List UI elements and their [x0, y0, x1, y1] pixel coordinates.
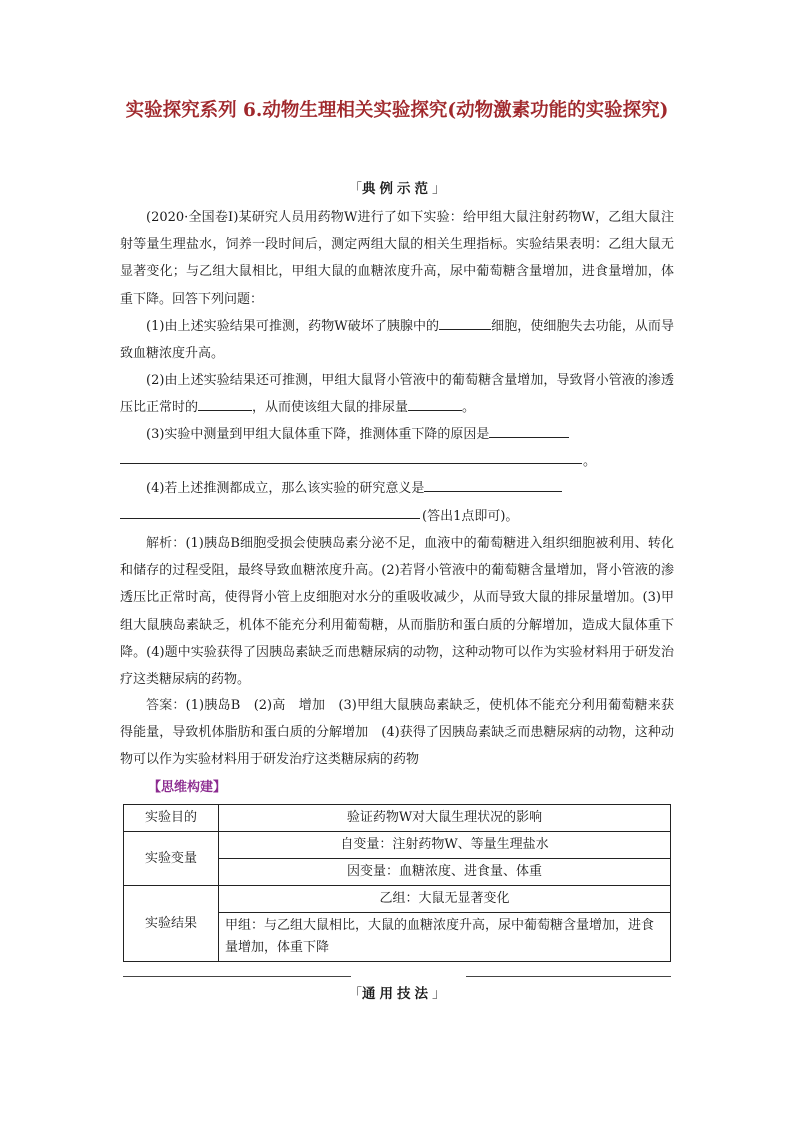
table-row [124, 832, 671, 859]
table-cell-label: 实验结果 [124, 886, 219, 962]
q1-text-b: 细胞，使细胞失去功能，从而导致血糖浓度升高。 [120, 319, 674, 362]
question-2 [120, 367, 674, 421]
section-divider-right [466, 976, 671, 977]
q1-text-a: (1)由上述实验结果可推测，药物W破坏了胰腺中的 [146, 319, 440, 334]
answer-line-q4[interactable] [120, 518, 420, 519]
analysis-paragraph [120, 530, 674, 693]
table-cell-value: 自变量：注射药物W、等量生理盐水 [219, 832, 671, 859]
table-cell-value: 甲组：与乙组大鼠相比，大鼠的血糖浓度升高，尿中葡萄糖含量增加，进食量增加，体重下降 [219, 913, 671, 962]
question-1 [120, 313, 674, 367]
bracket-close: 」 [432, 986, 446, 1002]
q4-text-a: (4)若上述推测都成立，那么该实验的研究意义是 [146, 481, 425, 496]
thinking-framework-heading: 【思维构建】 [148, 780, 227, 795]
table-cell-value: 因变量：血糖浓度、进食量、体重 [219, 859, 671, 886]
table-cell-label: 实验目的 [124, 805, 219, 832]
q3-text-a: (3)实验中测量到甲组大鼠体重下降，推测体重下降的原因是 [146, 427, 490, 442]
section-title-techniques: 通用技法 [362, 986, 432, 1002]
q4-end-note: (答出1点即可)。 [422, 509, 519, 524]
table-row [124, 886, 671, 913]
answer-paragraph [120, 692, 674, 774]
bracket-open: 「 [348, 986, 362, 1002]
question-3 [120, 421, 674, 448]
framework-table [123, 804, 671, 962]
intro-paragraph: (2020·全国卷Ⅰ)某研究人员用药物W进行了如下实验：给甲组大鼠注射药物W，乙组大鼠注射等量生理盐水，饲养一段时间后，测定两组大鼠的相关生理指标。实验结果表明：乙组大鼠无显著变化；与乙组大鼠相比，甲组大鼠的血糖浓度升高，尿中葡萄糖含量增加，进食量增加，体重下降。回答下列问题： [120, 210, 674, 307]
section-title-examples: 典例示范 [362, 181, 432, 197]
q2-text-a: (2)由上述实验结果还可推测，甲组大鼠肾小管液中的葡萄糖含量增加，导致肾小管液的渗透压比正常时的 [120, 373, 674, 416]
answer-blank-3[interactable] [408, 395, 462, 411]
q2-text-b: ，从而使该组大鼠的排尿量 [252, 400, 409, 416]
answer-blank-2[interactable] [198, 395, 252, 411]
answer-blank-5[interactable] [424, 476, 562, 492]
page-title: 实验探究系列 6.动物生理相关实验探究(动物激素功能的实验探究) [125, 100, 669, 121]
q3-end-mark: 。 [583, 454, 597, 469]
table-cell-value: 验证药物W对大鼠生理状况的影响 [219, 805, 671, 832]
answer-text: (1)胰岛B (2)高 增加 (3)甲组大鼠胰岛素缺乏，使机体不能充分利用葡萄糖来获得能量，导致机体脂肪和蛋白质的分解增加 (4)获得了因胰岛素缺乏而患糖尿病的动物，这种动物可以作为实验材料用于研发治疗这类糖尿病的药物 [120, 698, 674, 768]
question-4 [120, 475, 674, 502]
section-heading-examples [0, 177, 794, 197]
bracket-close: 」 [432, 181, 446, 197]
section-heading-techniques [0, 982, 794, 1002]
answer-blank-4[interactable] [489, 422, 569, 438]
table-cell-value: 乙组：大鼠无显著变化 [219, 886, 671, 913]
analysis-text: (1)胰岛B细胞受损会使胰岛素分泌不足，血液中的葡萄糖进入组织细胞被利用、转化和储存的过程受阻，最终导致血糖浓度升高。(2)若肾小管液中的葡萄糖含量增加，肾小管液的渗透压比正常时高，使得肾小管上皮细胞对水分的重吸收减少，从而导致大鼠的排尿量增加。(3)甲组大鼠胰岛素缺乏，机体不能充分利用葡萄糖，从而脂肪和蛋白质的分解增加，造成大鼠体重下降。(4)题中实验获得了因胰岛素缺乏而患糖尿病的动物，这种动物可以作为实验材料用于研发治疗这类糖尿病的药物。 [120, 536, 674, 688]
analysis-label: 解析： [146, 536, 186, 551]
table-cell-label: 实验变量 [124, 832, 219, 886]
section-divider-left [123, 976, 351, 977]
q2-text-c: 。 [462, 400, 476, 416]
answer-line-q3[interactable] [120, 463, 582, 464]
bracket-open: 「 [348, 181, 362, 197]
answer-blank-1[interactable] [439, 314, 491, 330]
table-row [124, 805, 671, 832]
answer-label: 答案： [146, 698, 186, 713]
